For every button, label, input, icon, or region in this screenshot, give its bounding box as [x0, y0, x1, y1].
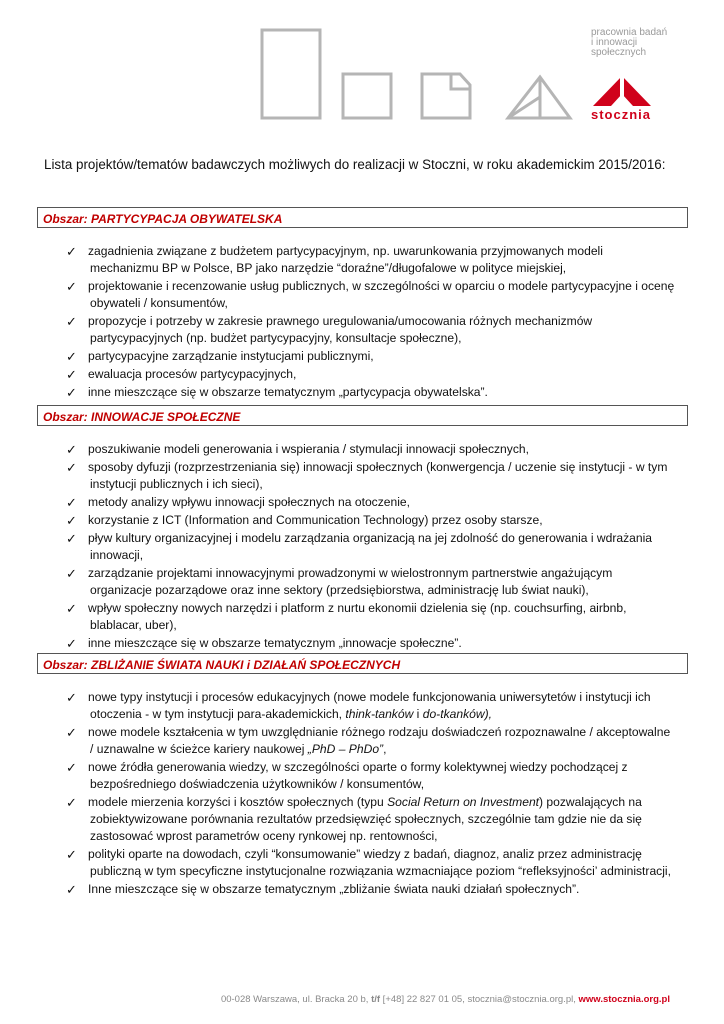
checkmark-icon: ✓: [66, 244, 77, 259]
list-item: ✓ wpływ społeczny nowych narzędzi i platform z nurtu ekonomii dzielenia się (np. couchsurfing, airbnb, blablacar, uber),: [66, 601, 627, 632]
checkmark-icon: ✓: [66, 460, 77, 475]
shape-folded-corner: [422, 74, 470, 118]
list-item: ✓ korzystanie z ICT (Information and Communication Technology) przez osoby starsze,: [66, 513, 543, 528]
list-item: ✓ metody analizy wpływu innowacji społecznych na otoczenie,: [66, 495, 410, 510]
list-item: ✓ zarządzanie projektami innowacyjnymi prowadzonymi w wielostronnym partnerstwie angażującym organizacje pozarządowe oraz inne sektory (przedsiębiorstwa, administrację lub świat nauki),: [66, 566, 613, 597]
section-heading-social-innovation: [37, 405, 688, 426]
checkmark-icon: ✓: [66, 367, 77, 382]
page-footer: [221, 994, 670, 1005]
list-item: ✓ pływ kultury organizacyjnej i modelu zarządzania organizacją na jej zdolność do generowania i wdrażania innowacji,: [66, 531, 653, 562]
list-item: ✓ ewaluacja procesów partycypacyjnych,: [66, 367, 297, 382]
checkmark-icon: ✓: [66, 349, 77, 364]
footer-address: 00-028 Warszawa, ul. Bracka 20 b,: [220, 994, 372, 1005]
checkmark-icon: ✓: [66, 314, 77, 329]
list-item: ✓ poszukiwanie modeli generowania i wspierania / stymulacji innowacji społecznych,: [66, 442, 529, 457]
list-item: ✓ inne mieszczące się w obszarze tematycznym „partycypacja obywatelska”.: [66, 385, 488, 400]
section-list-science-social: [66, 689, 696, 899]
checkmark-icon: ✓: [66, 566, 77, 581]
header-shapes-graphic: [255, 25, 585, 125]
stocznia-logo: [591, 28, 701, 123]
list-item: ✓ modele mierzenia korzyści i kosztów społecznych (typu Social Return on Investment) pozwalających na zobiektywizowane porównania rezultatów przedsięwzięć społecznych, szczególnie tam gdzie nie da się zastosować wprost parametrów oceny rynkowej np. rentowności,: [66, 795, 642, 843]
list-item: ✓ inne mieszczące się w obszarze tematycznym „innowacje społeczne”.: [66, 636, 462, 651]
checkmark-icon: ✓: [66, 690, 77, 705]
checkmark-icon: ✓: [66, 795, 77, 810]
list-item: ✓ nowe modele kształcenia w tym uwzględnianie różnego rodzaju doświadczeń rozpoznawalne / akceptowalne / uznawalne w ścieżce kariery naukowej „PhD – PhDo”,: [66, 725, 671, 756]
checkmark-icon: ✓: [66, 279, 77, 294]
list-item: ✓ projektowanie i recenzowanie usług publicznych, w szczególności w oparciu o modele partycypacyjne i ocenę obywateli / konsumentów,: [66, 279, 675, 310]
list-item: ✓ sposoby dyfuzji (rozprzestrzeniania się) innowacji społecznych (konwergencja / uczenie się instytucji - w tym instytucji publicznych i ich sieci),: [66, 460, 668, 491]
checkmark-icon: ✓: [66, 385, 77, 400]
checkmark-icon: ✓: [66, 442, 77, 457]
checkmark-icon: ✓: [66, 847, 77, 862]
shape-square: [343, 74, 391, 118]
checkmark-icon: ✓: [66, 636, 77, 651]
checkmark-icon: ✓: [66, 601, 77, 616]
logo-roof-icon: [591, 74, 653, 108]
checkmark-icon: ✓: [66, 495, 77, 510]
section-heading-science-social: [37, 653, 688, 674]
footer-contact: [+48] 22 827 01 05, stocznia@stocznia.org.pl,: [380, 994, 579, 1005]
section-list-participation: [66, 243, 696, 402]
logo-tagline-1: pracownia badań: [591, 27, 668, 38]
list-item: ✓ Inne mieszczące się w obszarze tematycznym „zbliżanie świata nauki działań społecznych”.: [66, 882, 580, 897]
footer-tf-label: t/f: [371, 994, 381, 1005]
document-title: Lista projektów/tematów badawczych możliwych do realizacji w Stoczni, w roku akademickim 2015/2016:: [44, 157, 666, 172]
shape-tall-rectangle: [262, 30, 320, 118]
checkmark-icon: ✓: [66, 882, 77, 897]
list-item: ✓ propozycje i potrzeby w zakresie prawnego uregulowania/umocowania różnych mechanizmów partycypacyjnych (np. budżet partycypacyjny, konsultacje społeczne),: [66, 314, 593, 345]
list-item: ✓ nowe typy instytucji i procesów edukacyjnych (nowe modele funkcjonowania uniwersytetów i instytucji ich otoczenia - w tym instytucji para-akademickich, think-tanków i do-tkanków),: [66, 690, 651, 721]
section-heading-text: Obszar: PARTYCYPACJA OBYWATELSKA: [43, 212, 283, 226]
list-item: ✓ polityki oparte na dowodach, czyli “konsumowanie” wiedzy z badań, diagnoz, analiz przez administrację publiczną w tym specyficzne instytucjonalne rozwiązania wzmacniające poziom “refleksyjności’ administracji,: [66, 847, 671, 878]
section-heading-text: Obszar: INNOWACJE SPOŁECZNE: [43, 410, 241, 424]
section-heading-text: Obszar: ZBLIŻANIE ŚWIATA NAUKI i DZIAŁAŃ SPOŁECZNYCH: [43, 658, 401, 672]
list-item: ✓ nowe źródła generowania wiedzy, w szczególności oparte o formy kolektywnej wiedzy pochodzącej z bezpośredniego doświadczenia użytkowników / konsumentów,: [66, 760, 628, 791]
footer-website-link[interactable]: www.stocznia.org.pl: [578, 994, 670, 1005]
checkmark-icon: ✓: [66, 531, 77, 546]
list-item: ✓ zagadnienia związane z budżetem partycypacyjnym, np. uwarunkowania przyjmowanych modeli mechanizmu BP w Polsce, BP jako narzędzie “doraźne”/długofalowe w polityce miejskiej,: [66, 244, 603, 275]
checkmark-icon: ✓: [66, 725, 77, 740]
checkmark-icon: ✓: [66, 760, 77, 775]
section-heading-participation: [37, 207, 688, 228]
list-item: ✓ partycypacyjne zarządzanie instytucjami publicznymi,: [66, 349, 374, 364]
logo-tagline-2: i innowacji: [591, 37, 638, 48]
logo-brand-name: stocznia: [591, 107, 652, 122]
section-list-social-innovation: [66, 441, 696, 653]
checkmark-icon: ✓: [66, 513, 77, 528]
logo-tagline-3: społecznych: [591, 47, 647, 58]
